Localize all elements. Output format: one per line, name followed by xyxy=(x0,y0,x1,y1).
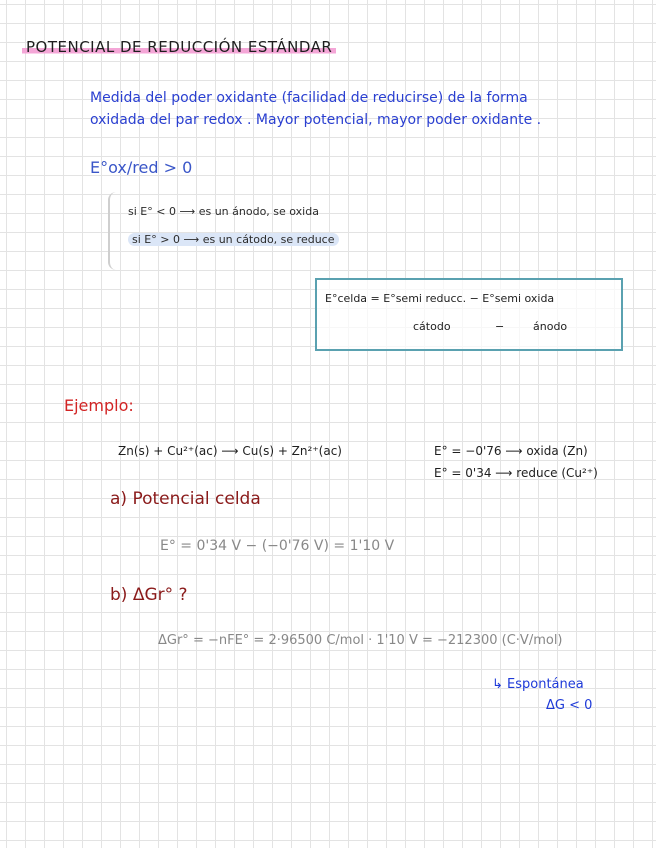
definition-line-2: oxidada del par redox . Mayor potencial, mayor poder oxidante . xyxy=(90,112,542,128)
part-b-calculation: ΔGr° = −nFE° = 2·96500 C/mol · 1'10 V = −212300 (C·V/mol) xyxy=(158,633,563,648)
formula-anode-label: ánodo xyxy=(533,320,568,333)
case-cathode xyxy=(128,233,339,246)
example-reaction: Zn(s) + Cu²⁺(ac) ⟶ Cu(s) + Zn²⁺(ac) xyxy=(118,444,342,458)
part-a-label: a) Potencial celda xyxy=(110,489,261,509)
case-anode-text: si E° < 0 ⟶ es un ánodo, se oxida xyxy=(128,205,319,218)
cell-potential-formula-box xyxy=(315,278,623,351)
cases-brace xyxy=(108,192,120,270)
definition-line-1: Medida del poder oxidante (facilidad de reducirse) de la forma xyxy=(90,90,528,106)
result-condition: ΔG < 0 xyxy=(546,698,593,713)
formula-line-1: E°celda = E°semi reducc. − E°semi oxida xyxy=(325,292,555,305)
case-anode xyxy=(128,205,319,218)
condition-text: E°ox/red > 0 xyxy=(90,158,193,177)
case-cathode-text: si E° > 0 ⟶ es un cátodo, se reduce xyxy=(128,233,339,246)
example-heading: Ejemplo: xyxy=(64,396,134,415)
example-potential-1: E° = −0'76 ⟶ oxida (Zn) xyxy=(434,444,588,458)
part-a-calculation: E° = 0'34 V − (−0'76 V) = 1'10 V xyxy=(160,538,395,554)
result-label: ↳ Espontánea xyxy=(492,677,584,692)
page-title: POTENCIAL DE REDUCCIÓN ESTÁNDAR xyxy=(22,38,336,56)
example-potential-2: E° = 0'34 ⟶ reduce (Cu²⁺) xyxy=(434,466,598,480)
formula-cathode-label: cátodo xyxy=(413,320,451,333)
formula-minus: − xyxy=(495,320,505,333)
part-b-label: b) ΔGr° ? xyxy=(110,585,188,605)
